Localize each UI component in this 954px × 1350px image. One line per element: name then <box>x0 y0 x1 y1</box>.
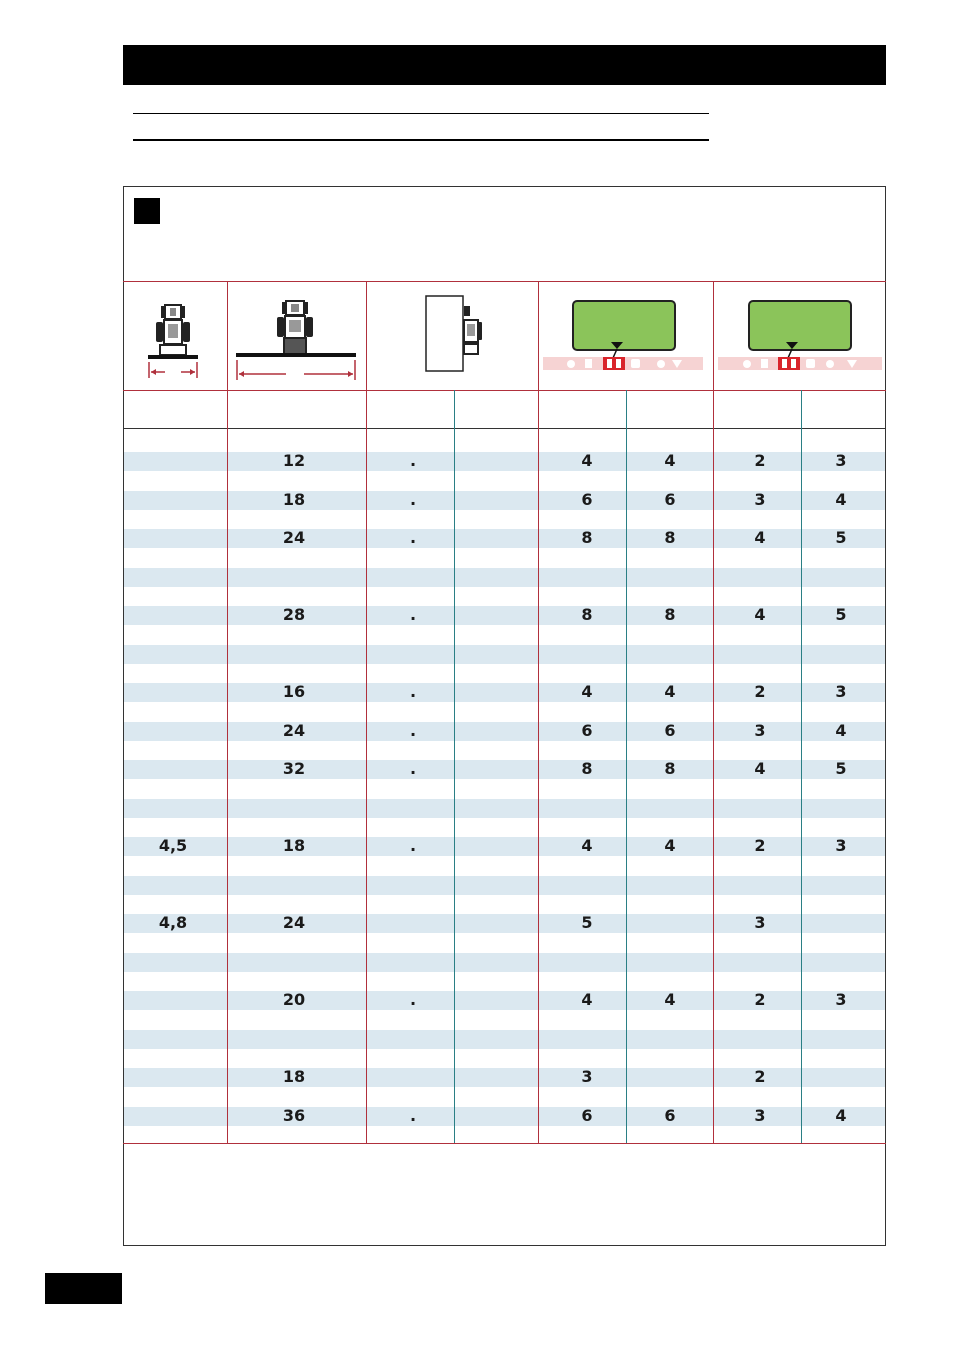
cell-panel2-b <box>801 789 881 827</box>
cell-panel2-a: 3 <box>754 720 766 740</box>
cell-panel4-b: 4 <box>664 836 676 855</box>
cell-panel4-b <box>630 635 710 673</box>
cell-panel2-b <box>801 904 881 942</box>
cell-width: 4,5 <box>158 836 188 855</box>
cell-panel4-a <box>547 943 627 981</box>
cell-panel4-b: 6 <box>664 720 676 740</box>
cell-width <box>133 866 213 904</box>
cell-boom: 18 <box>282 1067 306 1086</box>
cell-panel4-a: 4 <box>581 990 593 1009</box>
display-panel-4-icon <box>541 298 705 374</box>
cell-panel4-b: 8 <box>664 759 676 778</box>
cell-panel2-a: 2 <box>754 451 766 470</box>
cell-width <box>133 558 213 596</box>
cell-panel2-a <box>720 1020 800 1058</box>
cell-panel2-b: 5 <box>835 759 847 778</box>
cell-width <box>133 519 213 557</box>
cell-panel4-a <box>547 1020 627 1058</box>
cell-panel4-a <box>547 558 627 596</box>
cell-panel2-a: 4 <box>754 605 766 624</box>
cell-width <box>133 750 213 788</box>
cell-dot <box>373 866 453 904</box>
cell-panel2-b: 3 <box>835 682 847 701</box>
cell-panel4-a: 6 <box>581 1105 593 1125</box>
cell-panel4-a: 6 <box>581 489 593 509</box>
cell-boom: 16 <box>282 682 306 701</box>
cell-panel2-a <box>720 558 800 596</box>
cell-panel2-a: 3 <box>754 913 766 932</box>
col-divider-1 <box>227 281 228 1143</box>
cell-boom <box>254 866 334 904</box>
cell-boom: 24 <box>282 720 306 740</box>
cell-panel4-a <box>547 866 627 904</box>
cell-boom: 24 <box>282 528 306 547</box>
cell-boom: 36 <box>282 1105 306 1125</box>
cell-width <box>133 635 213 673</box>
cell-dot: . <box>409 682 417 701</box>
cell-panel4-b: 8 <box>664 528 676 547</box>
cell-boom <box>254 943 334 981</box>
cell-panel4-b <box>630 1058 710 1096</box>
cell-dot <box>373 943 453 981</box>
cell-panel2-a <box>720 943 800 981</box>
cell-width <box>133 1058 213 1096</box>
page-header-bar <box>123 45 886 85</box>
section-marker <box>134 198 160 224</box>
cell-width <box>133 481 213 519</box>
cell-panel2-b <box>801 558 881 596</box>
cell-panel4-a: 4 <box>581 451 593 470</box>
col-divider-2 <box>366 281 367 1143</box>
cell-panel4-b: 4 <box>664 451 676 470</box>
cell-width <box>133 596 213 634</box>
cell-boom: 32 <box>282 759 306 778</box>
cell-panel4-b: 4 <box>664 682 676 701</box>
cell-width <box>133 1097 213 1135</box>
cell-dot <box>373 1020 453 1058</box>
cell-panel4-a: 8 <box>581 528 593 547</box>
cell-panel4-b <box>630 904 710 942</box>
cell-panel2-b: 5 <box>835 605 847 624</box>
cell-dot: . <box>409 605 417 624</box>
cell-boom: 18 <box>282 489 306 509</box>
cell-panel4-a: 4 <box>581 682 593 701</box>
cell-panel2-b: 4 <box>835 489 847 509</box>
cell-panel4-a <box>547 635 627 673</box>
cell-panel2-a: 2 <box>754 836 766 855</box>
cell-dot: . <box>409 720 417 740</box>
cell-panel2-a: 4 <box>754 759 766 778</box>
cell-dot: . <box>409 451 417 470</box>
cell-panel2-a: 2 <box>754 682 766 701</box>
cell-dot <box>373 904 453 942</box>
cell-panel2-a <box>720 866 800 904</box>
cell-dot <box>373 1058 453 1096</box>
cell-panel2-b <box>801 866 881 904</box>
cell-panel4-a: 6 <box>581 720 593 740</box>
col-divider-3 <box>538 281 539 1143</box>
cell-width <box>133 712 213 750</box>
page-number-block <box>45 1273 122 1304</box>
cell-panel2-b <box>801 635 881 673</box>
cell-panel4-b <box>630 789 710 827</box>
col-divider-4 <box>713 281 714 1143</box>
cell-dot: . <box>409 836 417 855</box>
cell-panel4-b: 6 <box>664 1105 676 1125</box>
cell-panel2-b <box>801 1020 881 1058</box>
header-top-rule <box>123 281 886 282</box>
cell-panel2-a: 2 <box>754 990 766 1009</box>
cell-dot <box>373 789 453 827</box>
tractor-side-panel-icon <box>424 294 484 374</box>
subcol-divider-1 <box>454 390 455 1143</box>
cell-panel4-b <box>630 1020 710 1058</box>
header-bottom-rule <box>123 428 886 429</box>
cell-boom: 18 <box>282 836 306 855</box>
table-bottom-rule <box>123 1143 886 1144</box>
tractor-narrow-icon <box>145 296 201 380</box>
title-underline-bottom <box>133 139 709 141</box>
cell-boom: 12 <box>282 451 306 470</box>
title-underline-top <box>133 113 709 114</box>
cell-panel4-a: 4 <box>581 836 593 855</box>
cell-boom <box>254 635 334 673</box>
cell-dot: . <box>409 990 417 1009</box>
cell-panel4-b: 6 <box>664 489 676 509</box>
cell-panel2-a <box>720 635 800 673</box>
cell-dot: . <box>409 528 417 547</box>
cell-panel4-b <box>630 943 710 981</box>
cell-panel4-a <box>547 789 627 827</box>
cell-boom <box>254 1020 334 1058</box>
cell-dot: . <box>409 489 417 509</box>
cell-boom: 20 <box>282 990 306 1009</box>
cell-panel2-b: 4 <box>835 1105 847 1125</box>
cell-panel4-b: 4 <box>664 990 676 1009</box>
cell-dot <box>373 558 453 596</box>
display-panel-2-icon <box>716 298 884 374</box>
cell-boom <box>254 789 334 827</box>
cell-panel4-a: 3 <box>581 1067 593 1086</box>
cell-panel2-a: 3 <box>754 1105 766 1125</box>
cell-panel4-b <box>630 866 710 904</box>
cell-panel2-b: 3 <box>835 836 847 855</box>
cell-width <box>133 673 213 711</box>
cell-width <box>133 1020 213 1058</box>
cell-panel4-b <box>630 558 710 596</box>
header-icons-rule <box>123 390 886 391</box>
cell-panel2-b: 4 <box>835 720 847 740</box>
cell-panel4-a: 5 <box>581 913 593 932</box>
cell-width <box>133 943 213 981</box>
cell-panel2-b <box>801 1058 881 1096</box>
cell-panel2-a: 2 <box>754 1067 766 1086</box>
cell-panel2-a <box>720 789 800 827</box>
cell-dot: . <box>409 1105 417 1125</box>
cell-width <box>133 442 213 480</box>
cell-dot <box>373 635 453 673</box>
cell-boom <box>254 558 334 596</box>
cell-boom: 28 <box>282 605 306 624</box>
cell-width: 4,8 <box>158 913 188 932</box>
cell-panel4-b: 8 <box>664 605 676 624</box>
cell-dot: . <box>409 759 417 778</box>
cell-panel2-b <box>801 943 881 981</box>
cell-boom: 24 <box>282 913 306 932</box>
cell-width <box>133 981 213 1019</box>
cell-panel2-b: 3 <box>835 990 847 1009</box>
cell-panel4-a: 8 <box>581 759 593 778</box>
cell-panel2-b: 5 <box>835 528 847 547</box>
cell-panel4-a: 8 <box>581 605 593 624</box>
cell-panel2-a: 4 <box>754 528 766 547</box>
cell-width <box>133 789 213 827</box>
cell-panel2-b: 3 <box>835 451 847 470</box>
tractor-wide-boom-icon <box>234 296 358 382</box>
cell-panel2-a: 3 <box>754 489 766 509</box>
